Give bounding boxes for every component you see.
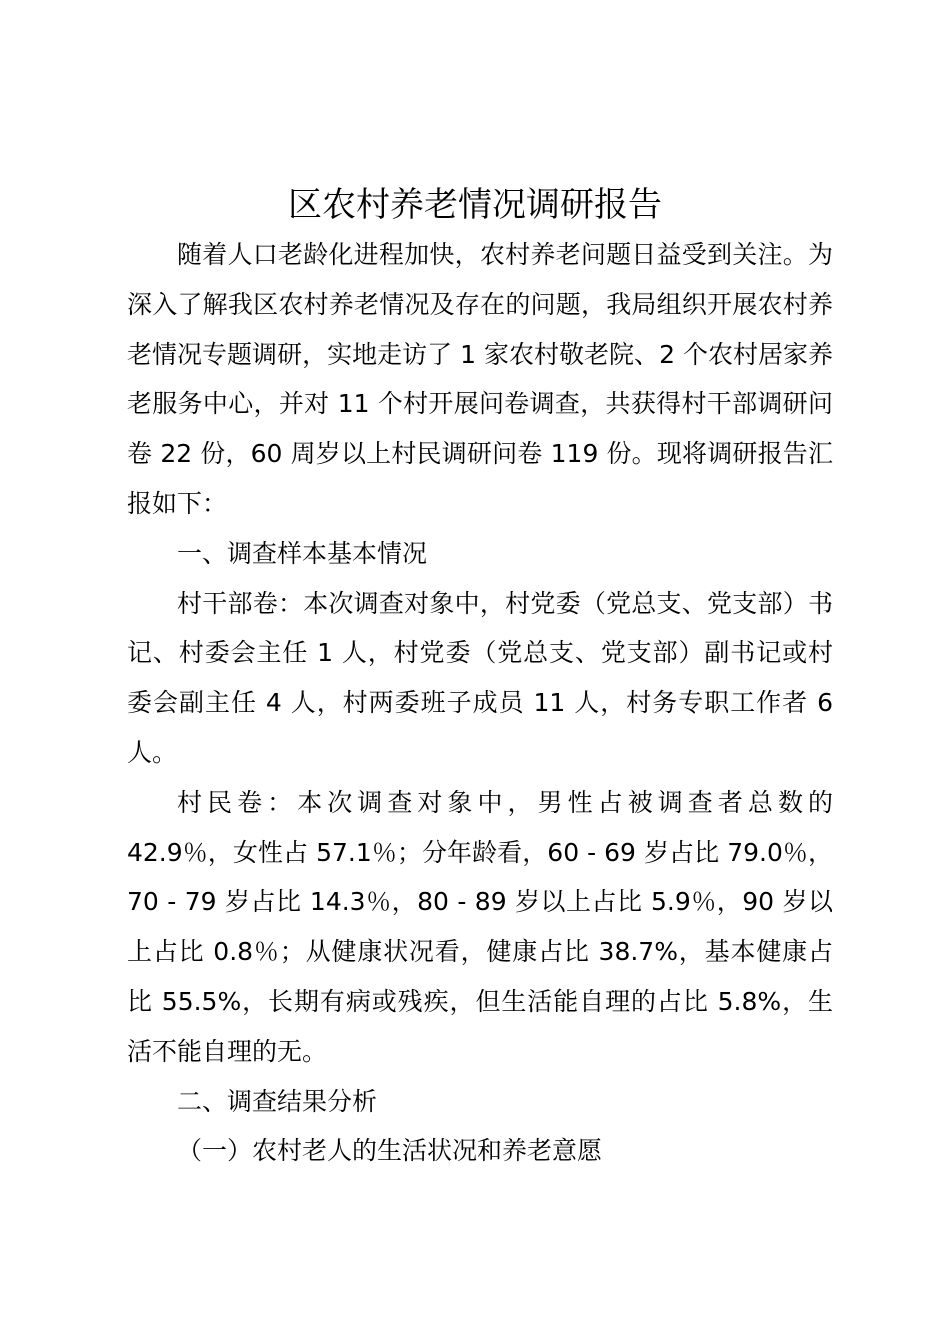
subsection-heading-1: （一）农村老人的生活状况和养老意愿 <box>177 1136 603 1166</box>
section-heading-2: 二、调查结果分析 <box>177 1086 378 1116</box>
village-cadre-paragraph: 村干部卷：本次调查对象中，村党委（党总支、党支部）书记、村委会主任 1 人，村党委（党总支、党支部）副书记或村委会副主任 4 人，村两委班子成员 11 人，村务专职工作者 6 人。 <box>127 588 833 767</box>
section-heading-1: 一、调查样本基本情况 <box>177 538 428 568</box>
document-title: 区农村养老情况调研报告 <box>288 185 662 225</box>
villager-paragraph: 村民卷：本次调查对象中，男性占被调查者总数的 42.9％，女性占 57.1％；分年龄看，60 - 69 岁占比 79.0％，70 - 79 岁占比 14.3％，80 - 89 岁以上占比 5.9％，90 岁以上占比 0.8％；从健康状况看，健康占比 38.7%，基本健康占比 55.5%，长期有病或残疾，但生活能自理的占比 5.8%，生活不能自理的无。 <box>127 787 833 1066</box>
intro-paragraph: 随着人口老龄化进程加快，农村养老问题日益受到关注。为深入了解我区农村养老情况及存在的问题，我局组织开展农村养老情况专题调研，实地走访了 1 家农村敬老院、2 个农村居家养老服务中心，并对 11 个村开展问卷调查，共获得村干部调研问卷 22 份，60 周岁以上村民调研问卷 119 份。现将调研报告汇报如下： <box>127 240 833 518</box>
document-body <box>127 230 833 1176</box>
